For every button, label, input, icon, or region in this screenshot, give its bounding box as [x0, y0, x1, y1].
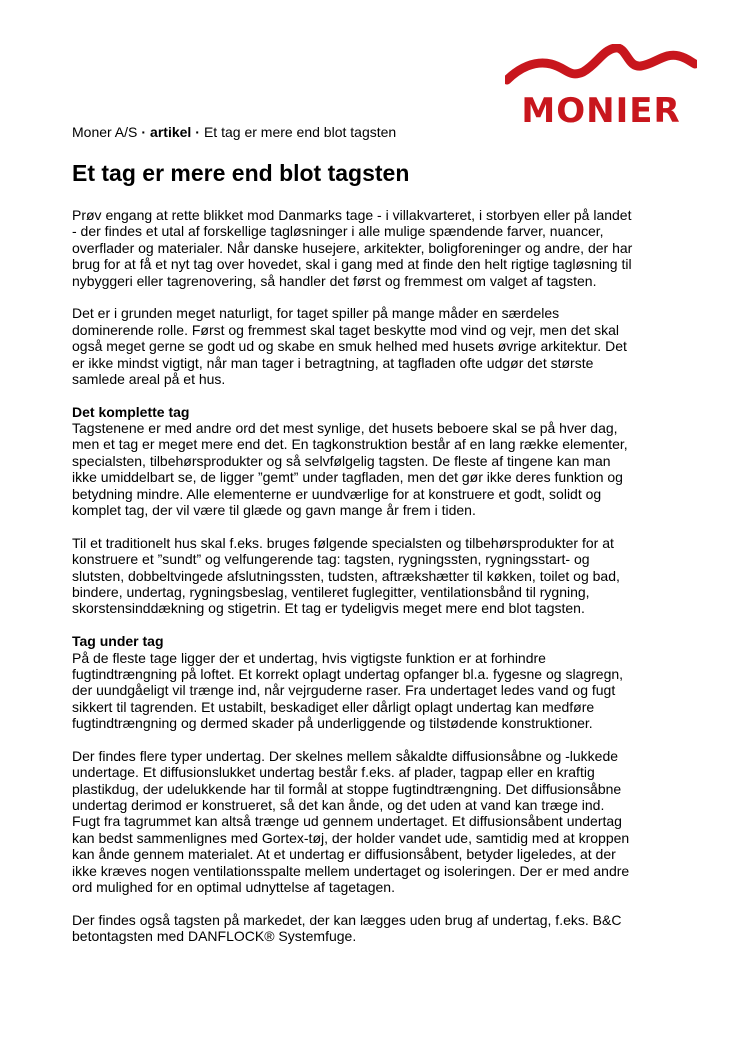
article-paragraph: [72, 535, 682, 617]
paragraph-gap: [72, 289, 682, 305]
breadcrumb: [72, 124, 396, 140]
paragraph-line: Det er i grunden meget naturligt, for taget spiller på mange måder en særdeles: [72, 305, 560, 322]
paragraph-line: undertage. Et diffusionslukket undertag består f.eks. af plader, tagpap eller en kraftig: [72, 764, 595, 781]
paragraph-line: slutsten, dobbeltvingede afslutningssten, tudsten, aftrækshætter til køkken, toilet og bad,: [72, 567, 620, 584]
article-paragraph: [72, 207, 682, 289]
article-section: [72, 404, 682, 519]
paragraph-line: betydning mindre. Alle elementerne er uundværlige for at konstruere et godt, solidt og: [72, 485, 602, 502]
page-title: Et tag er mere end blot tagsten: [72, 160, 410, 186]
paragraph-line: sikkert til tagrenden. Et ustabilt, beskadiget eller dårligt oplagt undertag kan medføre: [72, 698, 595, 715]
paragraph-line: men et tag er meget mere end det. En tagkonstruktion består af en lang række elementer,: [72, 436, 628, 453]
logo-wordmark: MONIER: [521, 91, 681, 131]
paragraph-line: samlede areal på et hus.: [72, 370, 226, 387]
article-paragraph: [72, 912, 682, 945]
paragraph-line: kan ånde gennem materialet. At et undertag er diffusionsåbent, betyder ligeledes, at der: [72, 846, 616, 863]
breadcrumb-section: artikel: [150, 124, 192, 140]
paragraph-line: Der findes også tagsten på markedet, der kan lægges uden brug af undertag, f.eks. B&C: [72, 911, 622, 928]
paragraph-line: Prøv engang at rette blikket mod Danmarks tage - i villakvarteret, i storbyen eller på landet: [72, 207, 632, 223]
article-paragraph: [72, 305, 682, 387]
paragraph-gap: [72, 617, 682, 633]
monier-logo: [505, 44, 697, 132]
paragraph-line: Tagstenene er med andre ord det mest synlige, det husets beboere skal se på hver dag,: [72, 420, 618, 437]
paragraph-line: bindere, undertag, rygningsbeslag, ventileret fuglegitter, ventilationsbånd til rygning,: [72, 583, 590, 600]
paragraph-line: komplet tag, der vil være til glæde og gavn mange år frem i tiden.: [72, 502, 476, 519]
paragraph-line: undertag derimod er konstrueret, så det kan ånde, og det uden at vand kan træge ind.: [72, 797, 605, 814]
paragraph-line: plastikdug, der udelukkende har til formål at stoppe fugtindtrængning. Det diffusionsåbne: [72, 780, 622, 797]
paragraph-line: ikke umiddelbart se, de ligger ”gemt” under tagfladen, men det gør ikke deres funktion og: [72, 469, 623, 486]
paragraph-line: ord mulighed for en optimal udnyttelse af tagetagen.: [72, 879, 395, 896]
paragraph-line: dominerende rolle. Først og fremmest skal taget beskytte mod vind og vejr, men det skal: [72, 321, 620, 338]
paragraph-line: Til et traditionelt hus skal f.eks. bruges følgende specialsten og tilbehørsprodukter for at: [72, 534, 614, 551]
paragraph-gap: [72, 732, 682, 748]
paragraph-line: kan bedst sammenlignes med Gortex-tøj, der holder vandet ude, samtidig med at kroppen: [72, 829, 630, 846]
paragraph-line: - der findes et utal af forskellige tagløsninger i alle mulige spændende farver, nuancer,: [72, 223, 604, 240]
paragraph-line: specialsten, tilbehørsprodukter og så selvfølgelig tagsten. De fleste af tingene kan man: [72, 452, 611, 469]
breadcrumb-page: Et tag er mere end blot tagsten: [203, 124, 397, 140]
paragraph-line: overflader og materialer. Når danske husejere, arkitekter, boligforeninger og andre, der har: [72, 239, 633, 256]
section-heading: Det komplette tag: [72, 403, 190, 420]
article-body: [72, 207, 682, 945]
paragraph-line: skorstensinddækning og stigetrin. Et tag er tydeligvis meget mere end blot tagsten.: [72, 600, 585, 617]
article-paragraph: [72, 748, 682, 896]
breadcrumb-separator: ·: [195, 124, 200, 140]
paragraph-line: På de fleste tage ligger der et undertag, hvis vigtigste funktion er at forhindre: [72, 649, 546, 666]
breadcrumb-separator: ·: [141, 124, 147, 140]
paragraph-line: nybyggeri eller tagrenovering, så handler det først og fremmest om valget af tagsten.: [72, 272, 597, 289]
paragraph-gap: [72, 518, 682, 534]
breadcrumb-company: Moner A/S: [72, 124, 138, 140]
paragraph-line: er ikke mindst vigtigt, når man tager i betragtning, at tagfladen ofte udgør det største: [72, 354, 594, 371]
paragraph-line: der uundgåeligt vil trænge ind, når vejrguderne raser. Fra undertaget ledes vand og fugt: [72, 682, 616, 699]
section-heading: Tag under tag: [72, 633, 164, 650]
paragraph-line: også meget gerne se godt ud og skabe en smuk helhed med husets øvrige arkitektur. Det: [72, 338, 627, 355]
paragraph-line: fugtindtrængning på loftet. Et korrekt oplagt undertag opfanger bl.a. fygesne og slagregn,: [72, 665, 624, 682]
monier-wave-icon: [505, 44, 697, 94]
paragraph-gap: [72, 387, 682, 403]
paragraph-line: Der findes flere typer undertag. Der skelnes mellem såkaldte diffusionsåbne og -lukkede: [72, 747, 619, 764]
paragraph-line: ikke kræves nogen ventilationsspalte mellem undertaget og isoleringen. Der er med andre: [72, 862, 630, 879]
article-section: [72, 633, 682, 731]
paragraph-line: fugtindtrængning og dermed skader på underliggende og tilstødende konstruktioner.: [72, 715, 593, 732]
paragraph-gap: [72, 895, 682, 911]
paragraph-line: brug for at få et nyt tag over hovedet, skal i gang med at finde den helt rigtige tagløsning til: [72, 256, 632, 273]
paragraph-line: betontagsten med DANFLOCK® Systemfuge.: [72, 928, 357, 945]
paragraph-line: Fugt fra tagrummet kan altså trænge ud gennem undertaget. Et diffusionsåbent undertag: [72, 813, 622, 830]
paragraph-line: konstruere et ”sundt” og velfungerende tag: tagsten, rygningssten, rygningsstart- og: [72, 551, 590, 568]
